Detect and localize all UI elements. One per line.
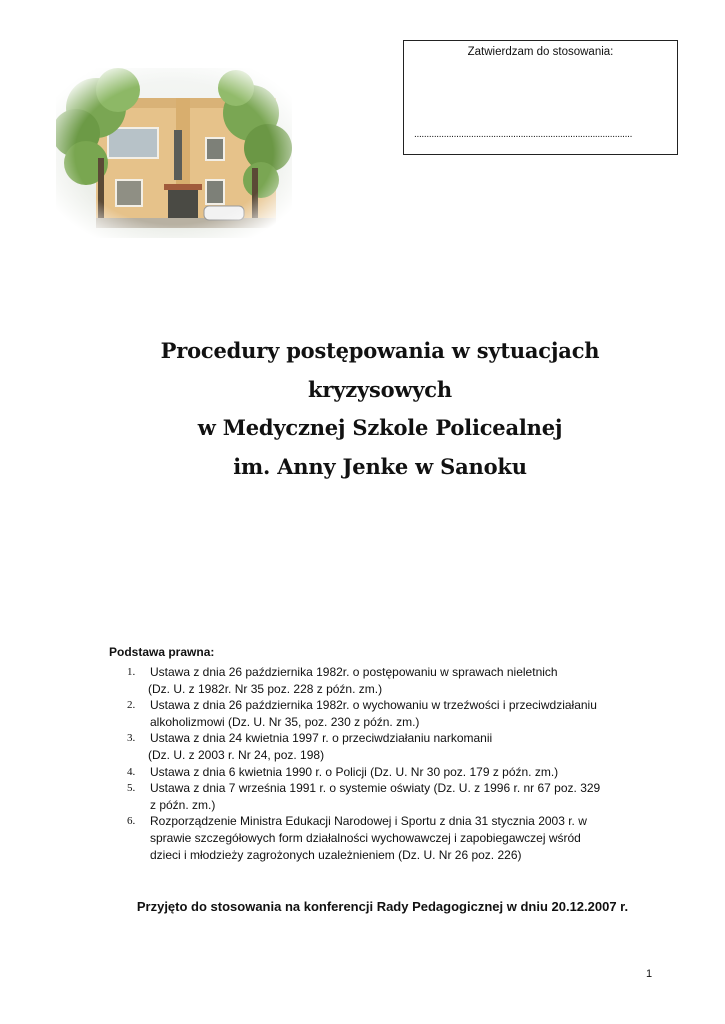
title-line: w Medycznej Szkole Policealnej xyxy=(197,415,563,440)
list-number: 6. xyxy=(127,815,136,828)
list-line: Ustawa z dnia 26 października 1982r. o postępowaniu w sprawach nieletnich xyxy=(150,665,558,679)
list-item xyxy=(109,813,629,863)
school-building-photo xyxy=(56,68,292,238)
list-number: 5. xyxy=(127,782,136,795)
list-line: Rozporządzenie Ministra Edukacji Narodowej i Sportu z dnia 31 stycznia 2003 r. w xyxy=(150,814,587,829)
list-line: Ustawa z dnia 26 października 1982r. o wychowaniu w trzeźwości i przeciwdziałaniu xyxy=(150,698,597,713)
list-item xyxy=(109,730,629,763)
list-line: Ustawa z dnia 7 września 1991 r. o systemie oświaty (Dz. U. z 1996 r. nr 67 poz. 329 xyxy=(150,781,601,796)
list-item xyxy=(109,697,629,730)
approval-title: Zatwierdzam do stosowania: xyxy=(467,46,614,58)
list-line: z późn. zm.) xyxy=(150,797,216,812)
list-number: 3. xyxy=(127,732,136,745)
list-line: Ustawa z dnia 24 kwietnia 1997 r. o przeciwdziałaniu narkomanii xyxy=(150,731,493,746)
list-item xyxy=(109,664,629,697)
legal-basis-list xyxy=(109,664,629,863)
list-item xyxy=(109,764,629,781)
list-line: sprawie szczegółowych form działalności wychowawczej i zapobiegawczej wśród xyxy=(150,830,581,845)
approval-box xyxy=(403,40,678,155)
list-line: dzieci i młodzieży zagrożonych uzależnieniem (Dz. U. Nr 26 poz. 226) xyxy=(150,847,522,862)
title-line: im. Anny Jenke w Sanoku xyxy=(233,453,527,479)
legal-basis-heading: Podstawa prawna: xyxy=(109,645,215,659)
list-number: 1. xyxy=(127,666,136,678)
adoption-note: Przyjęto do stosowania na konferencji Rady Pedagogicznej w dniu 20.12.2007 r. xyxy=(136,899,629,914)
document-title xyxy=(60,332,700,486)
list-number: 4. xyxy=(127,765,136,778)
list-item xyxy=(109,780,629,813)
list-line: alkoholizmowi (Dz. U. Nr 35, poz. 230 z późn. zm.) xyxy=(150,714,420,729)
title-line: kryzysowych xyxy=(308,376,452,402)
list-line: (Dz. U. z 2003 r. Nr 24, poz. 198) xyxy=(148,747,325,762)
page-number: 1 xyxy=(646,968,653,980)
list-line: Ustawa z dnia 6 kwietnia 1990 r. o Policji (Dz. U. Nr 30 poz. 179 z późn. zm.) xyxy=(150,764,559,779)
signature-line: ........................................................................................ xyxy=(414,129,633,140)
list-line: (Dz. U. z 1982r. Nr 35 poz. 228 z późn. zm.) xyxy=(148,681,383,696)
title-line: Procedury postępowania w sytuacjach xyxy=(160,338,600,363)
list-number: 2. xyxy=(127,699,136,712)
